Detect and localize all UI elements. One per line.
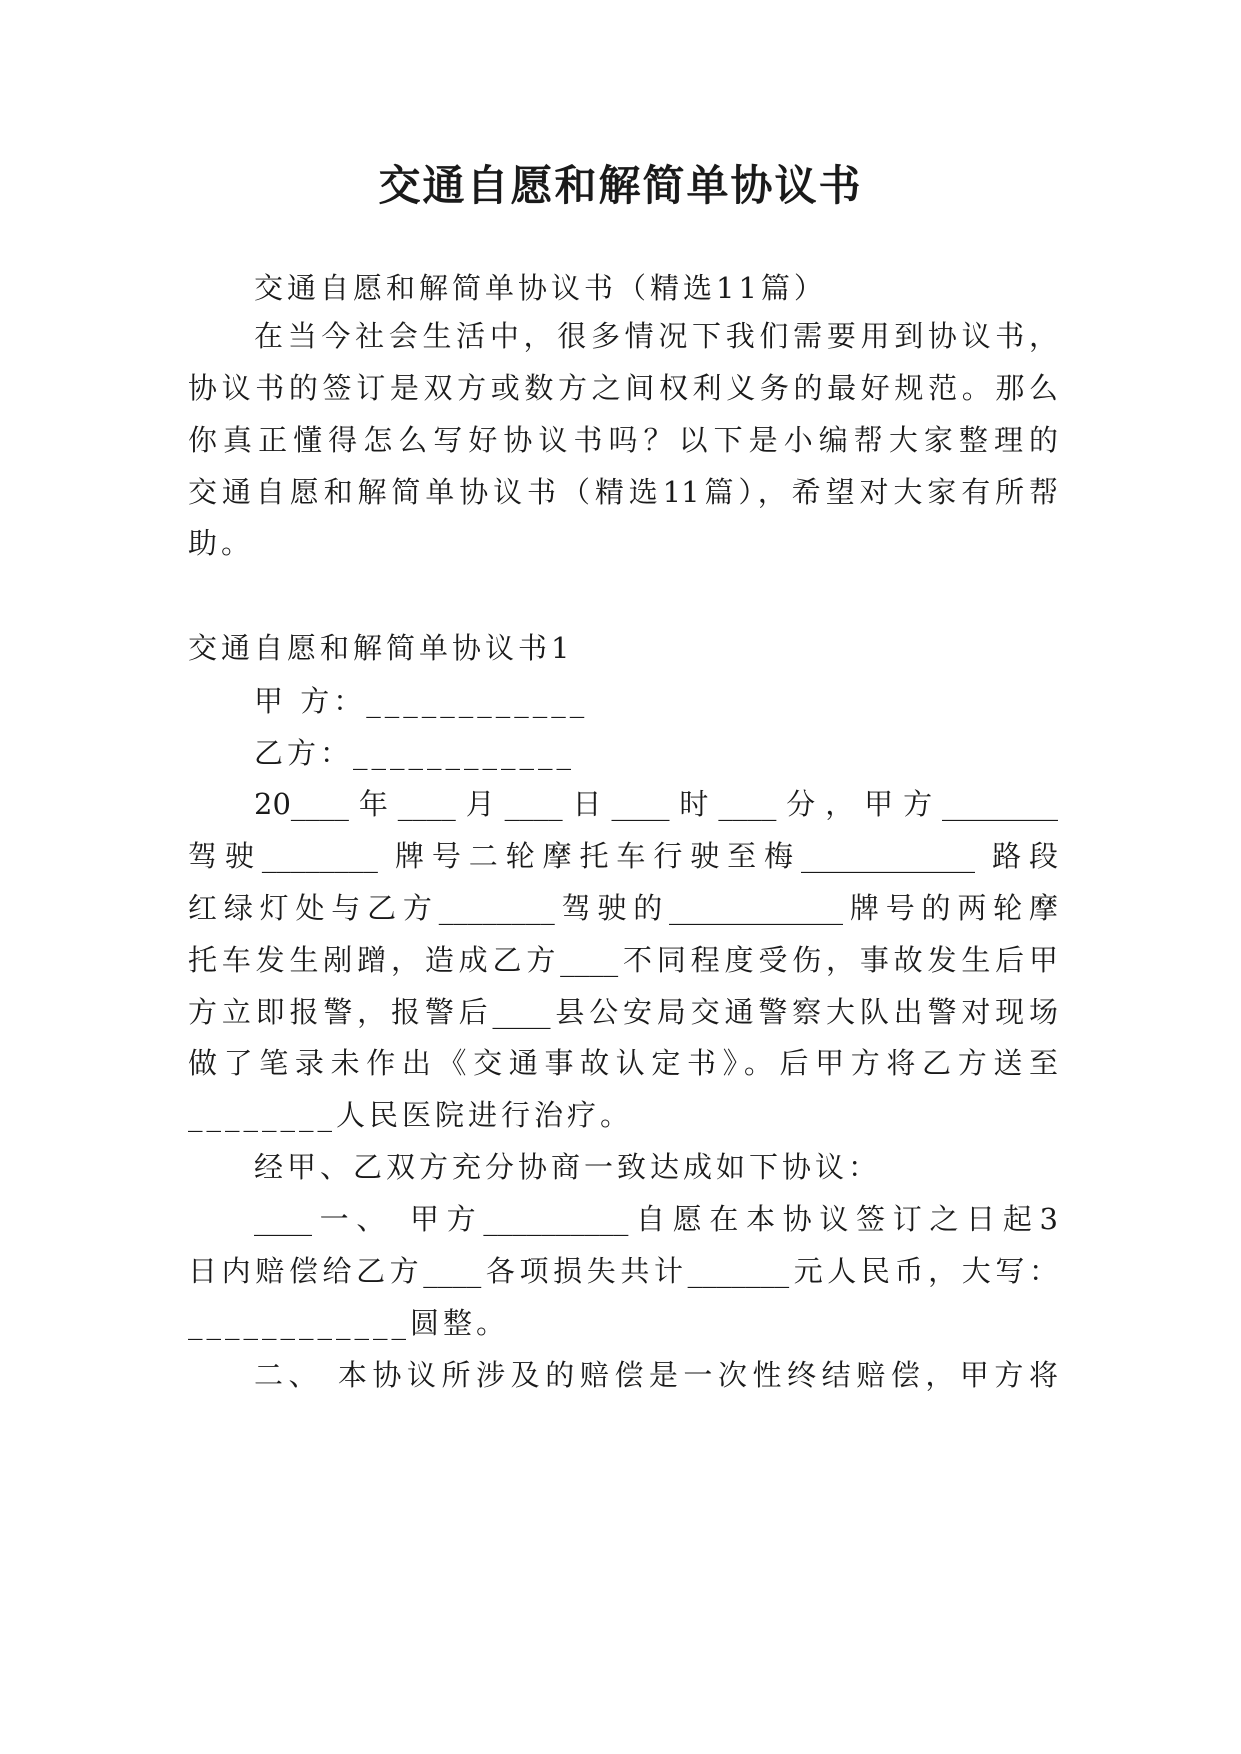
section-heading: 交通自愿和解简单协议书1 — [188, 631, 574, 665]
body-line-1: 20____年____月____日____时____分，甲方________ — [254, 787, 1058, 821]
clause-1-line-1: ____一、 甲方__________自愿在本协议签订之日起3 — [254, 1202, 1058, 1236]
intro-line-2: 协议书的签订是双方或数方之间权利义务的最好规范。那么 — [188, 371, 1058, 405]
intro-line-3: 你真正懂得怎么写好协议书吗？以下是小编帮大家整理的 — [188, 423, 1058, 457]
body-line-4: 托车发生剐蹭，造成乙方____不同程度受伤，事故发生后甲 — [188, 943, 1058, 977]
body-line-6: 做了笔录未作出《交通事故认定书》。后甲方将乙方送至 — [188, 1046, 1058, 1080]
party-a-line: 甲 方：____________ — [254, 684, 589, 718]
document-title: 交通自愿和解简单协议书 — [378, 161, 863, 210]
body-line-2: 驾驶________ 牌号二轮摩托车行驶至梅____________ 路段 — [188, 839, 1058, 873]
clause-1-line-2: 日内赔偿给乙方____各项损失共计_______元人民币，大写： — [188, 1254, 1058, 1288]
clause-1-line-3: ____________圆整。 — [188, 1306, 510, 1340]
clause-2-line-1: 二、 本协议所涉及的赔偿是一次性终结赔偿，甲方将 — [254, 1358, 1058, 1392]
intro-line-1: 在当今社会生活中，很多情况下我们需要用到协议书， — [254, 319, 1058, 353]
intro-line-5: 助。 — [188, 526, 255, 560]
subtitle-line: 交通自愿和解简单协议书（精选11篇） — [254, 271, 827, 305]
body-line-7: ________人民医院进行治疗。 — [188, 1098, 634, 1132]
party-b-line: 乙方：____________ — [254, 736, 576, 770]
intro-line-4: 交通自愿和解简单协议书（精选11篇），希望对大家有所帮 — [188, 475, 1058, 509]
body-line-5: 方立即报警，报警后____县公安局交通警察大队出警对现场 — [188, 995, 1058, 1029]
agreement-intro: 经甲、乙双方充分协商一致达成如下协议： — [254, 1150, 882, 1184]
body-line-3: 红绿灯处与乙方________驾驶的____________牌号的两轮摩 — [188, 891, 1058, 925]
